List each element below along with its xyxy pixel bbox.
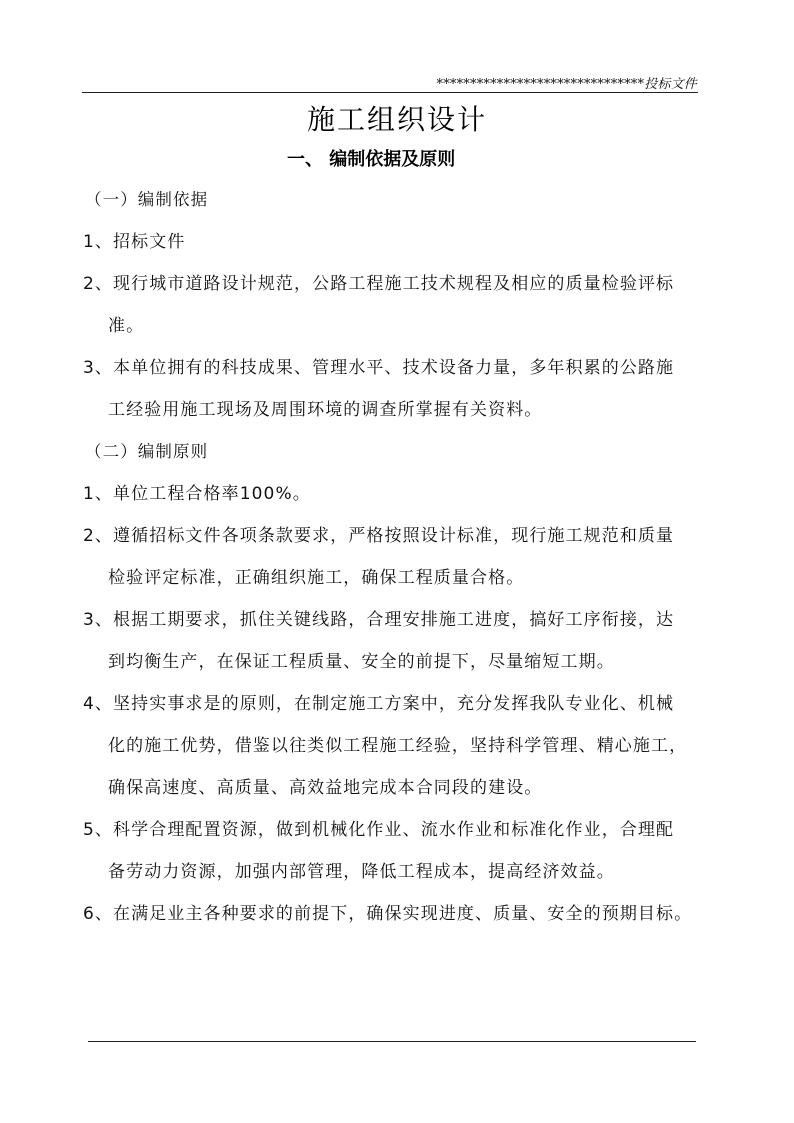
paragraph-line: 确保高速度、高质量、高效益地完成本合同段的建设。 [108, 778, 543, 798]
paragraph-line: 3、根据工期要求，抓住关键线路，合理安排施工进度，搞好工序衔接，达 [83, 610, 675, 630]
paragraph-line: 5、科学合理配置资源，做到机械化作业、流水作业和标准化作业，合理配 [83, 820, 675, 840]
paragraph-line: 4、坚持实事求是的原则，在制定施工方案中，充分发挥我队专业化、机械 [83, 694, 675, 714]
page-header: *******************************投标文件 [436, 77, 697, 92]
paragraph-line: 1、单位工程合格率100%。 [83, 484, 311, 504]
subsection-heading: （一）编制依据 [85, 190, 209, 209]
paragraph-line: 检验评定标准，正确组织施工，确保工程质量合格。 [108, 568, 525, 588]
paragraph-line: 备劳动力资源，加强内部管理，降低工程成本，提高经济效益。 [108, 862, 615, 882]
paragraph-line: 到均衡生产，在保证工程质量、安全的前提下，尽量缩短工期。 [108, 652, 615, 672]
paragraph-line: 6、在满足业主各种要求的前提下，确保实现进度、质量、安全的预期目标。 [83, 904, 693, 924]
paragraph-line: 化的施工优势，借鉴以往类似工程施工经验，坚持科学管理、精心施工， [108, 736, 688, 756]
paragraph-line: 2、遵循招标文件各项条款要求，严格按照设计标准，现行施工规范和质量 [83, 526, 675, 546]
paragraph-line: 2、现行城市道路设计规范，公路工程施工技术规程及相应的质量检验评标 [83, 274, 675, 294]
paragraph-line: 工经验用施工现场及周围环境的调查所掌握有关资料。 [108, 400, 543, 420]
document-title: 施工组织设计 [306, 103, 487, 136]
subsection-heading: （二）编制原则 [85, 442, 209, 461]
header-divider [82, 92, 698, 93]
footer-divider [88, 1041, 696, 1042]
section-heading: 一、 编制依据及原则 [287, 149, 456, 170]
paragraph-line: 准。 [108, 316, 145, 336]
paragraph-line: 3、本单位拥有的科技成果、管理水平、技术设备力量，多年积累的公路施 [83, 358, 675, 378]
paragraph-line: 1、招标文件 [83, 232, 186, 252]
